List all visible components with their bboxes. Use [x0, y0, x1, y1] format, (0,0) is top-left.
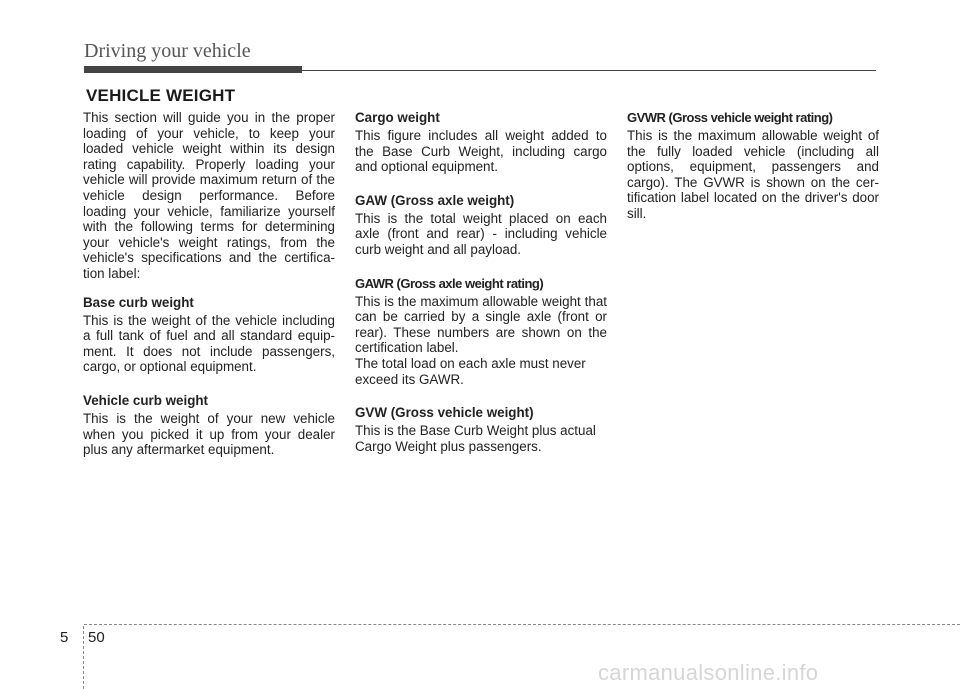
term-body: This is the weight of your new vehicle when you picked it up from your dealer plus any aftermarket equipment. [83, 410, 335, 458]
column-1 [83, 110, 335, 476]
term-title: GVW (Gross vehicle weight) [355, 405, 534, 421]
term-body: This is the Base Curb Weight plus actual Cargo Weight plus passengers. [355, 423, 596, 454]
header-rule-thick [84, 66, 302, 73]
term-vehicle-curb-weight [83, 393, 335, 458]
header-rule-thin [302, 70, 876, 71]
term-title: GVWR (Gross vehicle weight rating) [627, 110, 833, 125]
term-gaw [355, 193, 607, 258]
intro-block [83, 110, 335, 282]
term-body-note: The total load on each axle must never exceed its GAWR. [355, 355, 586, 387]
term-title: GAWR (Gross axle weight rating) [355, 275, 544, 291]
section-heading: VEHICLE WEIGHT [86, 86, 236, 105]
term-body: This is the maximum allowable weight of the fully loaded vehicle (including all options, equipment, passengers and cargo). The GVWR is shown on the cer-tification label located on the driver's door sill. [627, 128, 879, 221]
term-body: This is the weight of the vehicle including a full tank of fuel and all standard equip-ment. It does not include passengers, cargo, or optional equipment. [83, 312, 335, 375]
header-title: Driving your vehicle [84, 40, 251, 62]
watermark: carmanualsonline.info [598, 660, 819, 685]
term-body: This is the total weight placed on each axle (front and rear) - including vehicle curb weight and all payload. [355, 210, 607, 257]
chapter-number: 5 [60, 629, 69, 646]
term-title: Base curb weight [83, 294, 194, 310]
term-body: This is the maximum allowable weight that can be carried by a single axle (front or rear). These numbers are shown on the certification label. [355, 293, 607, 356]
column-2 [355, 110, 607, 472]
intro-text: This section will guide you in the proper loading of your vehicle, to keep your loaded vehicle weight within its design rating capability. Properly loading your vehicle will provide maximum return of the vehicle design performance. Before loading your vehicle, familiarize yourself with the following terms for determining your vehicle's weight ratings, from the vehicle's specifications and the certifica-tion label: [83, 110, 335, 281]
term-base-curb-weight [83, 295, 335, 375]
term-gvwr [627, 110, 879, 222]
term-title: Cargo weight [355, 110, 440, 125]
term-gawr [355, 276, 607, 388]
term-title: GAW (Gross axle weight) [355, 192, 515, 208]
term-body: This figure includes all weight added to the Base Curb Weight, including cargo and optional equipment. [355, 128, 607, 175]
term-gvw [355, 405, 607, 454]
page-number: 50 [88, 629, 105, 646]
column-3 [627, 110, 879, 240]
term-title: Vehicle curb weight [83, 392, 209, 408]
footer-divider [83, 626, 84, 689]
term-cargo-weight [355, 110, 607, 175]
footer-rule [84, 624, 960, 625]
